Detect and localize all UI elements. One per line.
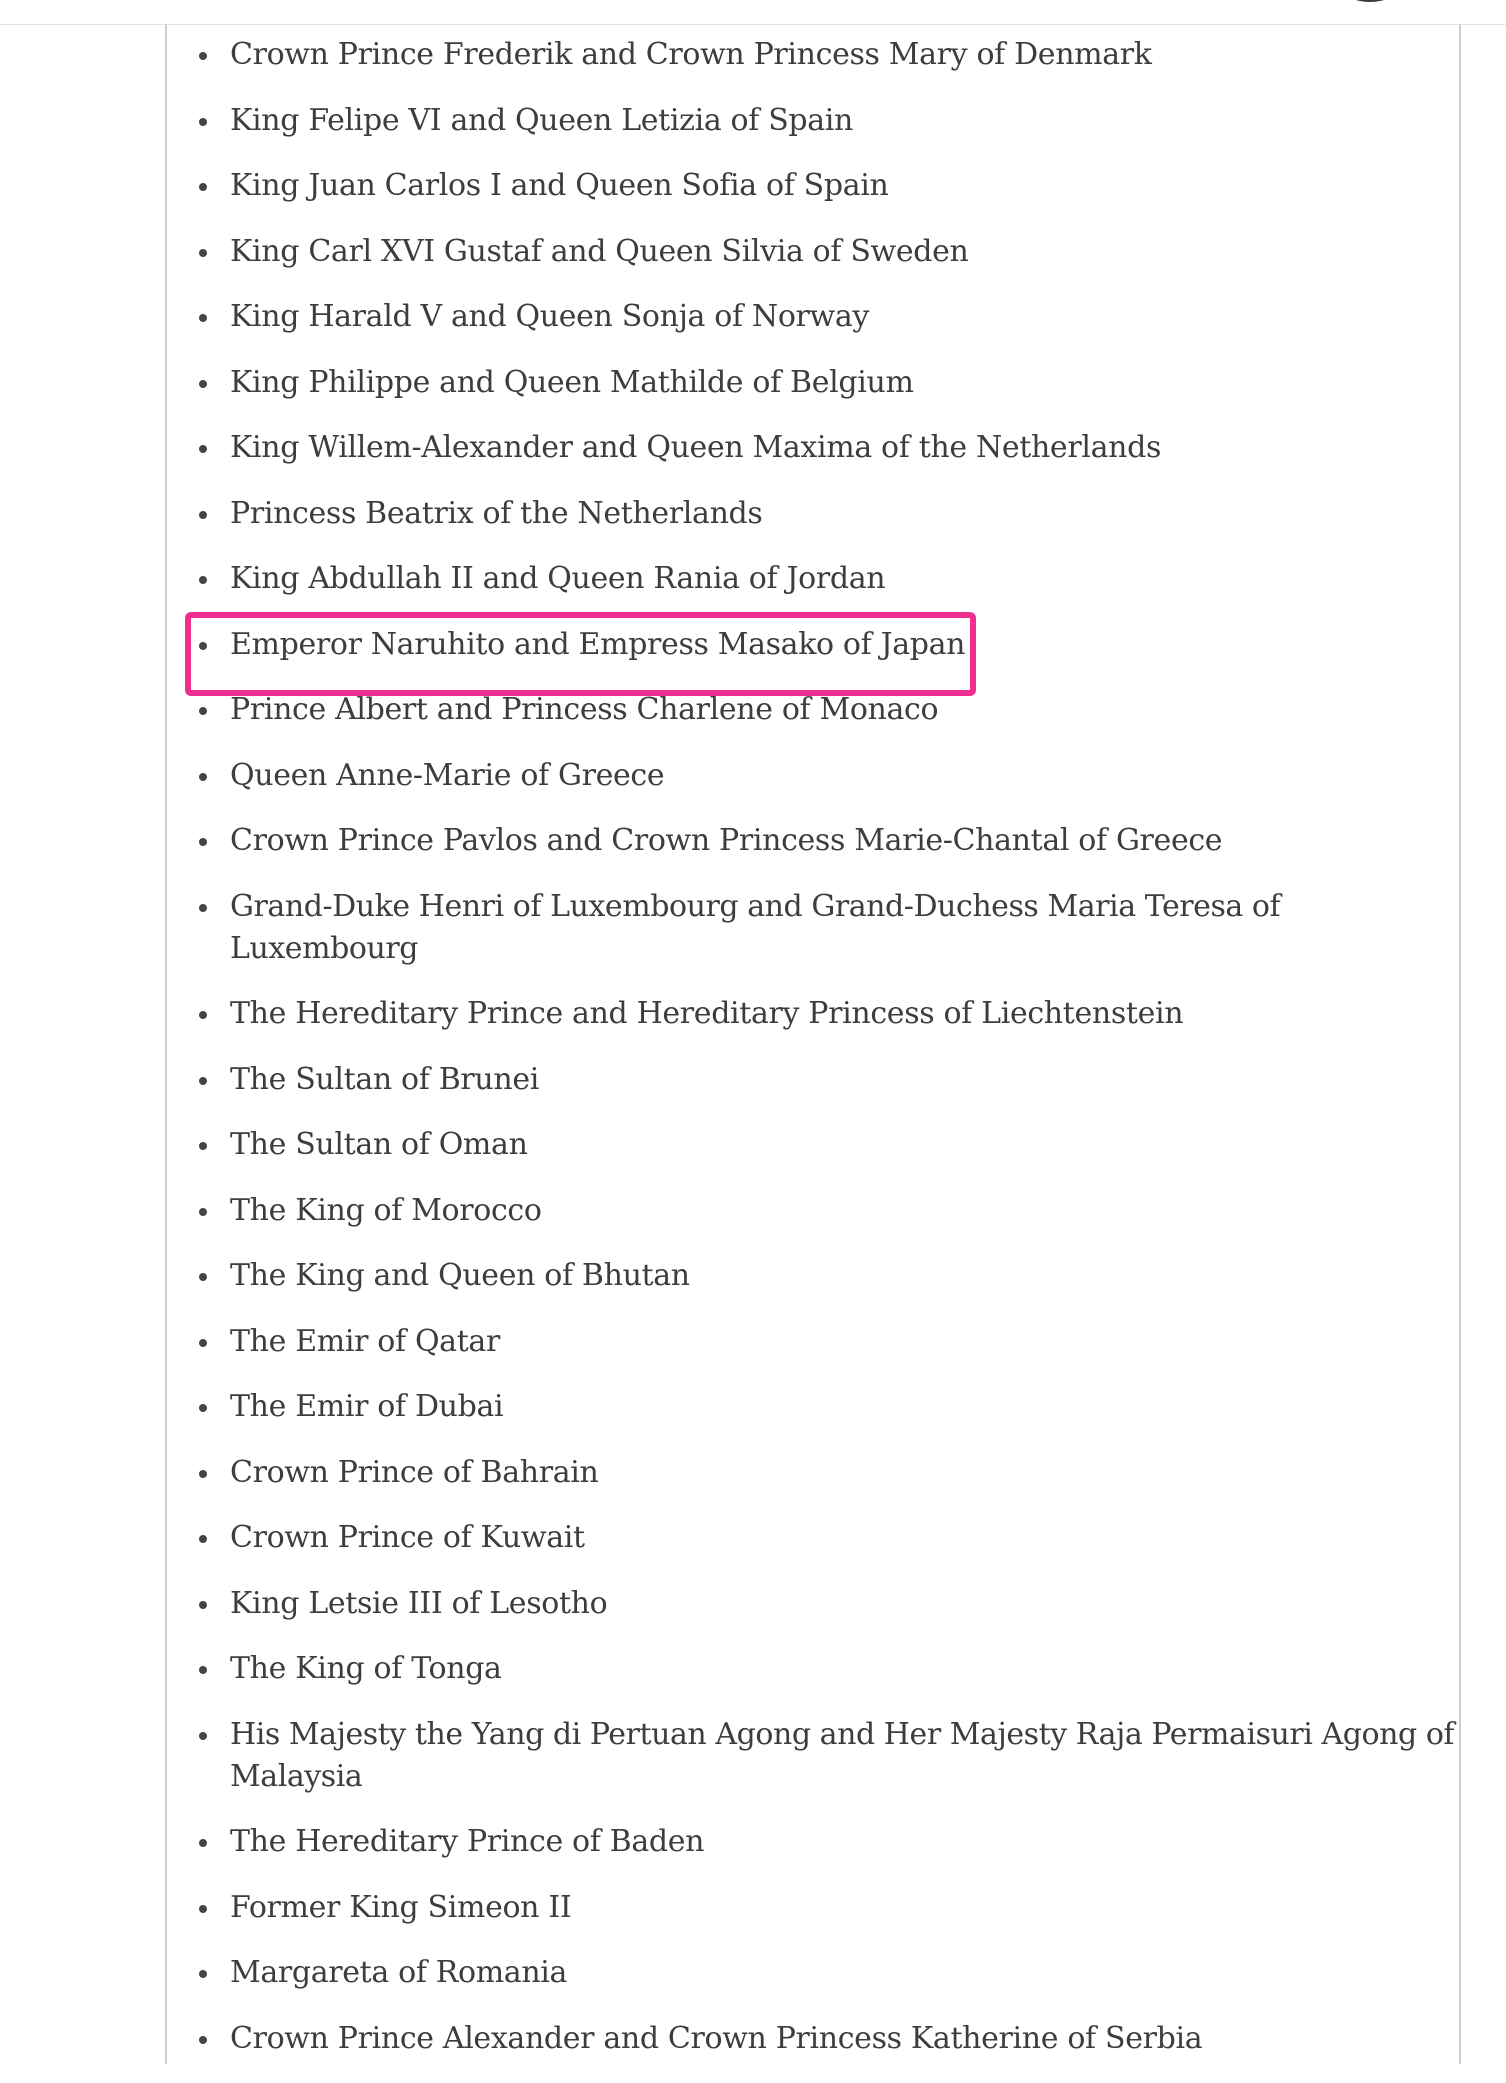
bullet-icon: [199, 1732, 207, 1740]
list-item-text: King Juan Carlos I and Queen Sofia of Spain: [230, 168, 889, 203]
bullet-icon: [199, 249, 207, 257]
circle-icon[interactable]: [1342, 0, 1398, 2]
list-item-text: Former King Simeon II: [230, 1889, 572, 1925]
list-item-text: The Emir of Qatar: [230, 1323, 500, 1359]
list-item: [167, 2018, 1459, 2060]
list-item-text: The Sultan of Brunei: [230, 1061, 539, 1097]
list-item-text: His Majesty the Yang di Pertuan Agong and Her Majesty Raja Permaisuri Agong of Malaysia: [230, 1716, 1455, 1794]
list-item-text: King Willem-Alexander and Queen Maxima of the Netherlands: [230, 430, 1161, 465]
article-body: [165, 24, 1461, 2064]
list-item-text: Crown Prince Frederik and Crown Princess Mary of Denmark: [230, 37, 1152, 72]
guest-list: [167, 34, 1459, 2083]
list-item: [167, 1952, 1459, 1994]
list-item-text: Crown Prince of Kuwait: [230, 1520, 585, 1555]
list-item: [167, 1124, 1459, 1166]
list-item: [167, 165, 1459, 207]
list-item-text: Crown Prince of Bahrain: [230, 1454, 599, 1490]
list-item: [167, 427, 1459, 469]
list-item: [167, 231, 1459, 273]
list-item-text: Emperor Naruhito and Empress Masako of Japan: [230, 626, 966, 662]
list-item-text: Crown Prince Pavlos and Crown Princess Marie-Chantal of Greece: [230, 823, 1223, 858]
list-item: [167, 1059, 1459, 1101]
list-item-text: Crown Prince Alexander and Crown Princess Katherine of Serbia: [230, 2020, 1203, 2056]
bullet-icon: [199, 1905, 207, 1913]
list-item: [167, 755, 1459, 797]
bullet-icon: [199, 642, 207, 650]
list-item-text: The Hereditary Prince of Baden: [230, 1824, 705, 1859]
list-item-text: Prince Albert and Princess Charlene of Monaco: [230, 692, 939, 727]
bullet-icon: [199, 576, 207, 584]
list-item-text: King Philippe and Queen Mathilde of Belgium: [230, 364, 914, 400]
bullet-icon: [199, 1208, 207, 1216]
list-item: [167, 1714, 1459, 1798]
bullet-icon: [199, 1404, 207, 1412]
list-item-text: The King and Queen of Bhutan: [230, 1258, 690, 1293]
list-item: [167, 1452, 1459, 1494]
bullet-icon: [199, 2036, 207, 2044]
list-item-text: The Sultan of Oman: [230, 1127, 528, 1162]
list-item-text: King Letsie III of Lesotho: [230, 1585, 608, 1621]
list-item: [167, 1190, 1459, 1232]
list-item-text: King Felipe VI and Queen Letizia of Spain: [230, 102, 854, 138]
bullet-icon: [199, 1970, 207, 1978]
list-item-text: Princess Beatrix of the Netherlands: [230, 495, 763, 531]
list-item-text: Margareta of Romania: [230, 1955, 568, 1990]
list-item: [167, 1648, 1459, 1690]
list-item: [167, 1821, 1459, 1863]
bullet-icon: [199, 118, 207, 126]
list-item-text: The Hereditary Prince and Hereditary Princess of Liechtenstein: [230, 996, 1184, 1031]
list-item: [167, 1386, 1459, 1428]
list-item: [167, 1321, 1459, 1363]
bullet-icon: [199, 445, 207, 453]
list-item: [167, 993, 1459, 1035]
list-item: [167, 34, 1459, 76]
list-item-highlighted: [167, 624, 1459, 666]
bullet-icon: [199, 1273, 207, 1281]
list-item: [167, 1255, 1459, 1297]
bullet-icon: [199, 904, 207, 912]
bullet-icon: [199, 707, 207, 715]
list-item: [167, 820, 1459, 862]
bullet-icon: [199, 1839, 207, 1847]
list-item: [167, 362, 1459, 404]
list-item: [167, 689, 1459, 731]
list-item: [167, 1583, 1459, 1625]
list-item: [167, 886, 1459, 970]
list-item: [167, 558, 1459, 600]
bullet-icon: [199, 314, 207, 322]
bullet-icon: [199, 1601, 207, 1609]
bullet-icon: [199, 511, 207, 519]
bullet-icon: [199, 1535, 207, 1543]
bullet-icon: [199, 1339, 207, 1347]
list-item-text: Grand-Duke Henri of Luxembourg and Grand-Duchess Maria Teresa of Luxembourg: [230, 888, 1281, 966]
bullet-icon: [199, 1077, 207, 1085]
list-item: [167, 1517, 1459, 1559]
list-item-text: King Carl XVI Gustaf and Queen Silvia of Sweden: [230, 233, 969, 269]
bullet-icon: [199, 838, 207, 846]
bullet-icon: [199, 1011, 207, 1019]
list-item: [167, 493, 1459, 535]
bullet-icon: [199, 1470, 207, 1478]
list-item-text: The King of Tonga: [230, 1651, 502, 1686]
bullet-icon: [199, 773, 207, 781]
bullet-icon: [199, 183, 207, 191]
bullet-icon: [199, 1666, 207, 1674]
bullet-icon: [199, 52, 207, 60]
list-item-text: King Harald V and Queen Sonja of Norway: [230, 299, 869, 334]
list-item: [167, 100, 1459, 142]
list-item: [167, 296, 1459, 338]
bullet-icon: [199, 380, 207, 388]
list-item-text: Queen Anne-Marie of Greece: [230, 757, 665, 793]
list-item: [167, 1887, 1459, 1929]
list-item-text: The Emir of Dubai: [230, 1389, 504, 1424]
list-item-text: The King of Morocco: [230, 1192, 542, 1228]
bullet-icon: [199, 1142, 207, 1150]
list-item-text: King Abdullah II and Queen Rania of Jordan: [230, 561, 886, 596]
